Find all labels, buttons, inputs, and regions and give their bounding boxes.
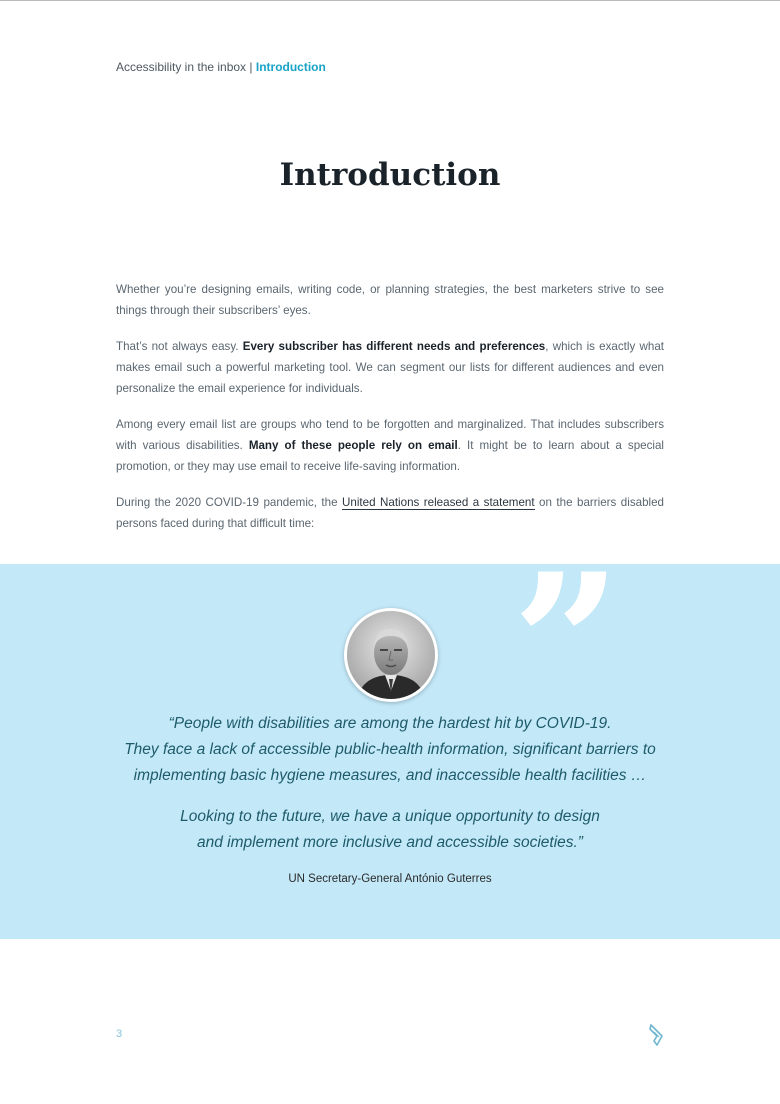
- quote-line-1: “People with disabilities are among the hardest hit by COVID-19.: [168, 715, 612, 732]
- paragraph-2-start: That’s not always easy.: [116, 340, 243, 353]
- quotation-mark-icon: ”: [512, 532, 612, 755]
- quote-line-4: Looking to the future, we have a unique opportunity to design: [180, 808, 600, 825]
- paragraph-2-end: , which is exactly what makes email such a powerful marketing tool. We can segment our lists for different audiences and even personalize the email experience for individuals.: [116, 340, 664, 395]
- paragraph-2: [116, 336, 664, 399]
- quote-part-1: [0, 711, 780, 789]
- intro-body: [116, 279, 664, 549]
- paragraph-3-emphasis: Many of these people rely on email: [248, 439, 458, 452]
- quote-attribution: UN Secretary-General António Guterres: [288, 873, 492, 885]
- quote-line-5: and implement more inclusive and accessible societies.”: [197, 834, 583, 851]
- speaker-portrait: [344, 608, 438, 702]
- paragraph-2-emphasis: Every subscriber has different needs and preferences: [242, 340, 546, 353]
- quote-line-2: They face a lack of accessible public-health information, significant barriers to: [124, 741, 656, 758]
- paragraph-3-end: . It might be to learn about a special promotion, or they may use email to receive life-saving information.: [116, 439, 664, 473]
- breadcrumb-section[interactable]: Accessibility in the inbox: [116, 60, 247, 74]
- breadcrumb-current: Introduction: [255, 60, 326, 74]
- paragraph-4: [116, 492, 664, 534]
- breadcrumb-separator: |: [246, 60, 256, 74]
- paragraph-3: [116, 414, 664, 477]
- brand-logo-icon: [648, 1023, 666, 1047]
- portrait-photo: [347, 611, 435, 699]
- paragraph-1: [116, 279, 664, 321]
- page-title: Introduction: [279, 157, 501, 193]
- quote-line-3: implementing basic hygiene measures, and inaccessible health facilities …: [133, 767, 647, 784]
- un-statement-link[interactable]: United Nations released a statement: [342, 496, 535, 509]
- paragraph-4-end: on the barriers disabled persons faced during that difficult time:: [116, 496, 664, 530]
- paragraph-1-text: Whether you’re designing emails, writing code, or planning strategies, the best marketers strive to see things through their subscribers’ eyes.: [116, 283, 664, 317]
- page-number: 3: [116, 1028, 123, 1040]
- paragraph-4-start: During the 2020 COVID-19 pandemic, the: [116, 496, 343, 509]
- breadcrumb: [116, 60, 326, 74]
- quote-part-2: [0, 804, 780, 856]
- paragraph-3-start: Among every email list are groups who tend to be forgotten and marginalized. That includes subscribers with various disabilities.: [116, 418, 664, 452]
